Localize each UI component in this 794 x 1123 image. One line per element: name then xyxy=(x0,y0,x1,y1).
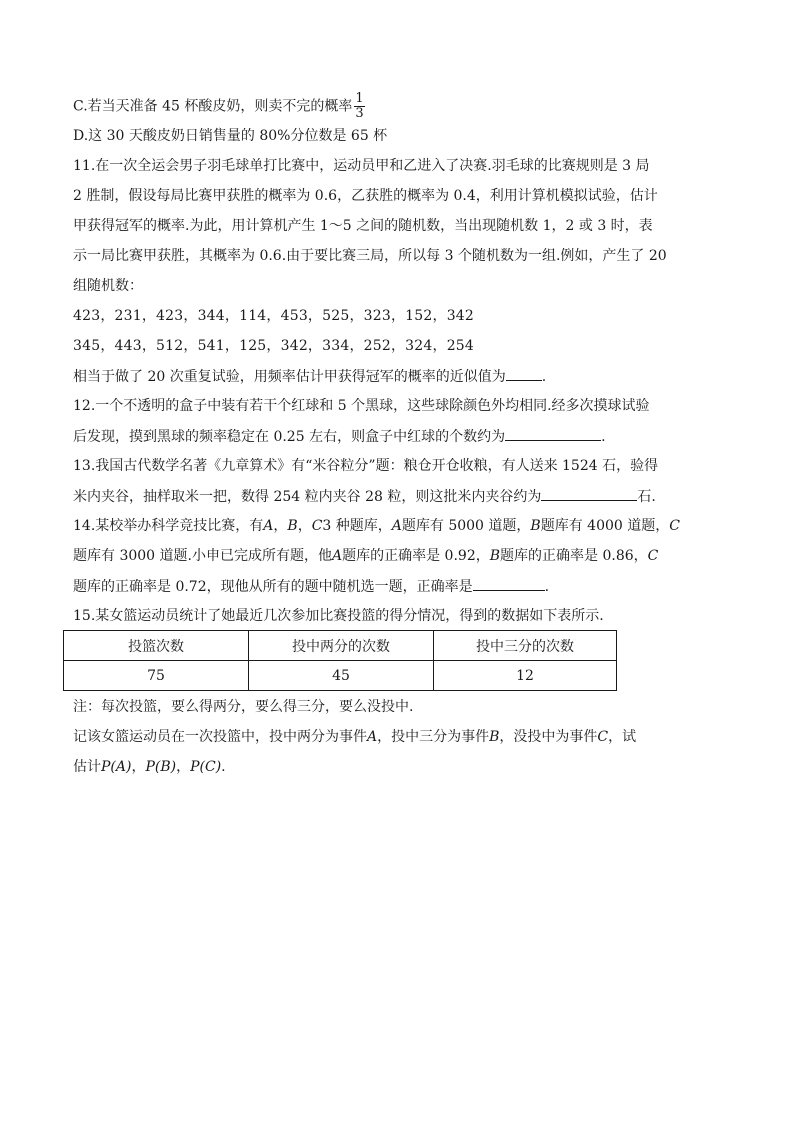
answer-blank[interactable] xyxy=(541,486,637,501)
q15-text: ，没投中为事件 xyxy=(499,729,598,745)
q15-text: ，试 xyxy=(608,729,637,745)
question-12 xyxy=(73,396,723,446)
q12-line-2-text: 后发现，摸到黑球的频率稳定在 0.25 左右，则盒子中红球的个数约为 xyxy=(73,429,506,445)
var-c: C xyxy=(647,548,659,564)
table-cell: 45 xyxy=(249,661,434,691)
table-cell: 12 xyxy=(434,661,617,691)
q14-text: 3 种题库， xyxy=(322,518,392,534)
table-header-cell: 投中三分的次数 xyxy=(434,631,617,661)
table-row xyxy=(64,661,617,691)
sep: ， xyxy=(131,759,146,775)
sep: ， xyxy=(297,518,312,534)
q15-text: 估计 xyxy=(73,759,101,775)
var-c: C xyxy=(669,518,680,534)
table-header-cell: 投篮次数 xyxy=(64,631,249,661)
q15-note: 注：每次投篮，要么得两分，要么得三分，要么没投中. xyxy=(73,699,414,715)
q11-random-numbers-row-2: 345，443，512，541，125，342，334，252，324，254 xyxy=(73,338,475,354)
q15-question xyxy=(73,727,723,777)
var-a: A xyxy=(391,518,402,534)
q14-line-2 xyxy=(73,546,723,566)
q13-line-2-end: 石. xyxy=(637,489,656,505)
var-a: A xyxy=(331,548,343,564)
q11-line-2: 2 胜制，假设每局比赛甲获胜的概率为 0.6，乙获胜的概率为 0.4，利用计算机模拟试验，估计 xyxy=(73,188,658,204)
table-header-cell: 投中两分的次数 xyxy=(249,631,434,661)
q15-question-line-2 xyxy=(73,757,723,777)
question-11 xyxy=(73,156,723,386)
var-b: B xyxy=(489,548,501,564)
q11-line-3: 甲获得冠军的概率.为此，用计算机产生 1～5 之间的随机数，当出现随机数 1，2 或 3 时，表 xyxy=(73,218,653,234)
q11-line-1: 11.在一次全运会男子羽毛球单打比赛中，运动员甲和乙进入了决赛.羽毛球的比赛规则是 3 局 xyxy=(73,158,650,174)
var-a: A xyxy=(263,518,274,534)
q15-text: 记该女篮运动员在一次投篮中，投中两分为事件 xyxy=(73,729,367,745)
q11-conclusion xyxy=(73,366,723,386)
q15-question-line-1 xyxy=(73,727,723,747)
q14-line-1 xyxy=(73,516,723,536)
table-cell: 75 xyxy=(64,661,249,691)
q11-line-5: 组随机数： xyxy=(73,278,143,294)
var-b: B xyxy=(489,729,500,745)
prob-pc: P(C) xyxy=(190,759,222,775)
q15-text: ，投中三分为事件 xyxy=(377,729,490,745)
document-page xyxy=(73,92,723,787)
q15-end: . xyxy=(221,759,226,775)
q14-line-3 xyxy=(73,576,723,596)
q14-text: 14.某校举办科学竞技比赛，有 xyxy=(73,518,264,534)
sep: ， xyxy=(176,759,191,775)
prob-pa: P(A) xyxy=(101,759,132,775)
answer-blank[interactable] xyxy=(505,426,601,441)
answer-blank[interactable] xyxy=(506,366,542,381)
var-c: C xyxy=(597,729,609,745)
q15-data-table xyxy=(63,630,617,691)
q10-option-d: D.这 30 天酸皮奶日销售量的 80%分位数是 65 杯 xyxy=(73,128,388,144)
fraction-denominator: 3 xyxy=(355,106,364,121)
q13-line-2-text: 米内夹谷，抽样取米一把，数得 254 粒内夹谷 28 粒，则这批米内夹谷约为 xyxy=(73,489,542,505)
var-a: A xyxy=(367,729,378,745)
q11-conclusion-text: 相当于做了 20 次重复试验，用频率估计甲获得冠军的概率的近似值为 xyxy=(73,369,506,385)
fraction-one-third xyxy=(354,92,364,121)
var-b: B xyxy=(287,518,298,534)
q11-conclusion-end: . xyxy=(541,369,547,385)
q10-option-c xyxy=(73,92,723,120)
var-c: C xyxy=(311,518,323,534)
q14-text: 题库有 3000 道题.小申已完成所有题，他 xyxy=(73,548,332,564)
q14-text: 题库的正确率是 0.72，现他从所有的题中随机选一题，正确率是 xyxy=(73,579,473,595)
q11-random-numbers-row-1: 423，231，423，344，114，453，525，323，152，342 xyxy=(73,308,475,324)
q13-line-2 xyxy=(73,486,723,506)
q14-text: 题库有 4000 道题， xyxy=(540,518,670,534)
question-14 xyxy=(73,516,723,596)
sep: ， xyxy=(273,518,288,534)
var-b: B xyxy=(530,518,541,534)
q14-text: 题库的正确率是 0.86， xyxy=(500,548,648,564)
q12-line-2 xyxy=(73,426,723,446)
q13-line-1: 13.我国古代数学名著《九章算术》有“米谷粒分”题：粮仓开仓收粮，有人送来 1524 石，验得 xyxy=(73,458,659,474)
q14-end: . xyxy=(544,579,550,595)
q12-line-1: 12.一个不透明的盒子中装有若干个红球和 5 个黑球，这些球除颜色外均相同.经多次摸球试验 xyxy=(73,398,650,414)
table-header-row xyxy=(64,631,617,661)
q12-line-2-end: . xyxy=(601,429,606,445)
q10-option-c-text: C.若当天准备 45 杯酸皮奶，则卖不完的概率 xyxy=(73,98,353,115)
question-13 xyxy=(73,456,723,506)
q11-line-4: 示一局比赛甲获胜，其概率为 0.6.由于要比赛三局，所以每 3 个随机数为一组.例如，产生了 20 xyxy=(73,248,667,264)
q15-intro: 15.某女篮运动员统计了她最近几次参加比赛投篮的得分情况，得到的数据如下表所示. xyxy=(73,608,604,624)
q14-text: 题库的正确率是 0.92， xyxy=(342,548,490,564)
q14-text: 题库有 5000 道题， xyxy=(401,518,531,534)
answer-blank[interactable] xyxy=(473,576,545,591)
fraction-numerator: 1 xyxy=(355,91,364,106)
prob-pb: P(B) xyxy=(145,759,177,775)
